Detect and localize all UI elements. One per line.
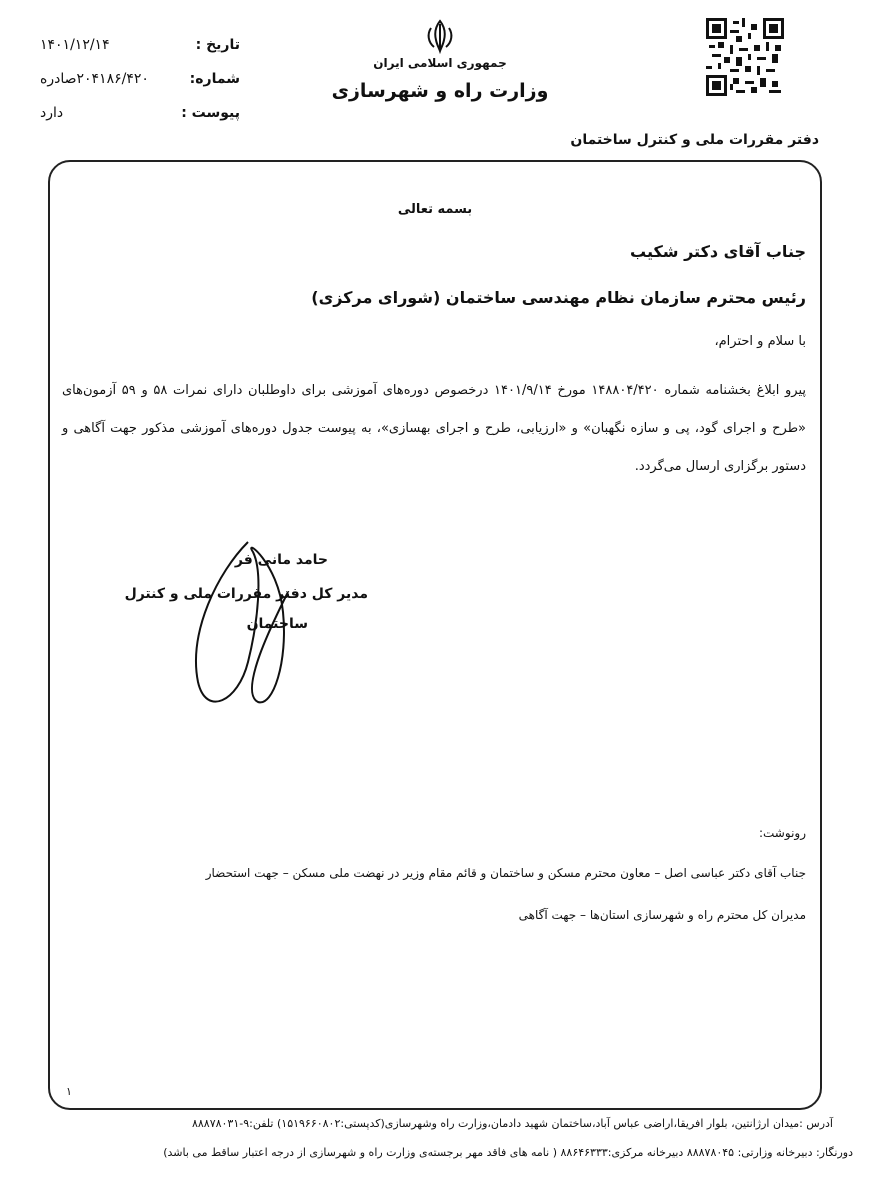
number-value: ۲۰۴۱۸۶/۴۲۰صادره [40, 71, 149, 87]
bismillah: بسمه تعالی [397, 202, 473, 217]
date-value: ۱۴۰۱/۱۲/۱۴ [40, 37, 110, 53]
page-number: ۱ [66, 1085, 72, 1098]
attachment-label: پیوست : [181, 105, 240, 121]
signer-title-line1: مدیر کل دفتر مقررات ملی و کنترل [124, 586, 368, 602]
footer-fax: دورنگار: دبیرخانه وزارتی: ۸۸۸۷۸۰۴۵ دبیرخانه مرکزی:۸۸۶۴۶۳۳۳ ( نامه های فاقد مهر برجسته‌ی وزارت راه و شهرسازی از درجه اعتبار ساقط می باشد) [163, 1146, 853, 1159]
addressee-title: رئیس محترم سازمان نظام مهندسی ساختمان (شورای مرکزی) [311, 288, 806, 307]
number-label: شماره: [189, 71, 240, 87]
number-row [40, 62, 240, 96]
letterhead [330, 18, 550, 102]
footer-address: آدرس :میدان ارژانتین، بلوار افریقا،اراضی عباس آباد،ساختمان شهید دادمان،وزارت راه وشهرسازی(کدپستی:۱۵۱۹۶۶۰۸۰۲) تلفن:۹-۸۸۸۷۸۰۳۱ [191, 1117, 833, 1130]
signer-title-line2: ساختمان [246, 616, 308, 632]
letter-meta [40, 28, 240, 130]
ministry-title: وزارت راه و شهرسازی [331, 80, 549, 102]
attachment-value: دارد [40, 105, 64, 121]
office-title: دفتر مقررات ملی و کنترل ساختمان [570, 132, 819, 148]
cc-line: مدیران کل محترم راه و شهرسازی استان‌ها – جهت آگاهی [518, 908, 806, 922]
addressee: جناب آقای دکتر شکیب [630, 242, 806, 261]
signature-block [124, 552, 368, 722]
cc-line: جناب آقای دکتر عباسی اصل – معاون محترم مسکن و ساختمان و قائم مقام وزیر در نهضت ملی مسکن – جهت استحضار [205, 866, 806, 880]
date-label: تاریخ : [195, 37, 240, 53]
date-row [40, 28, 240, 62]
attachment-row [40, 96, 240, 130]
letter-body: پیرو ابلاغ بخشنامه شماره ۱۴۸۸۰۴/۴۲۰ مورخ ۱۴۰۱/۹/۱۴ درخصوص دوره‌های آموزشی برای داوطلبان دارای نمرات ۵۸ و ۵۹ آزمون‌های «طرح و اجرای گود، پی و سازه نگهبان» و «ارزیابی، طرح و اجرای بهسازی»، به پیوست جدول دوره‌های آموزشی مذکور جهت آگاهی و دستور برگزاری ارسال می‌گردد. [62, 383, 806, 474]
letter-frame [48, 160, 822, 1110]
republic-title: جمهوری اسلامی ایران [373, 56, 507, 70]
qr-code-icon [706, 18, 784, 96]
iran-emblem-icon [422, 18, 458, 54]
cc-label: رونوشت: [758, 826, 806, 840]
greeting: با سلام و احترام، [714, 334, 806, 349]
signer-name: حامد مانی فر [234, 552, 328, 568]
